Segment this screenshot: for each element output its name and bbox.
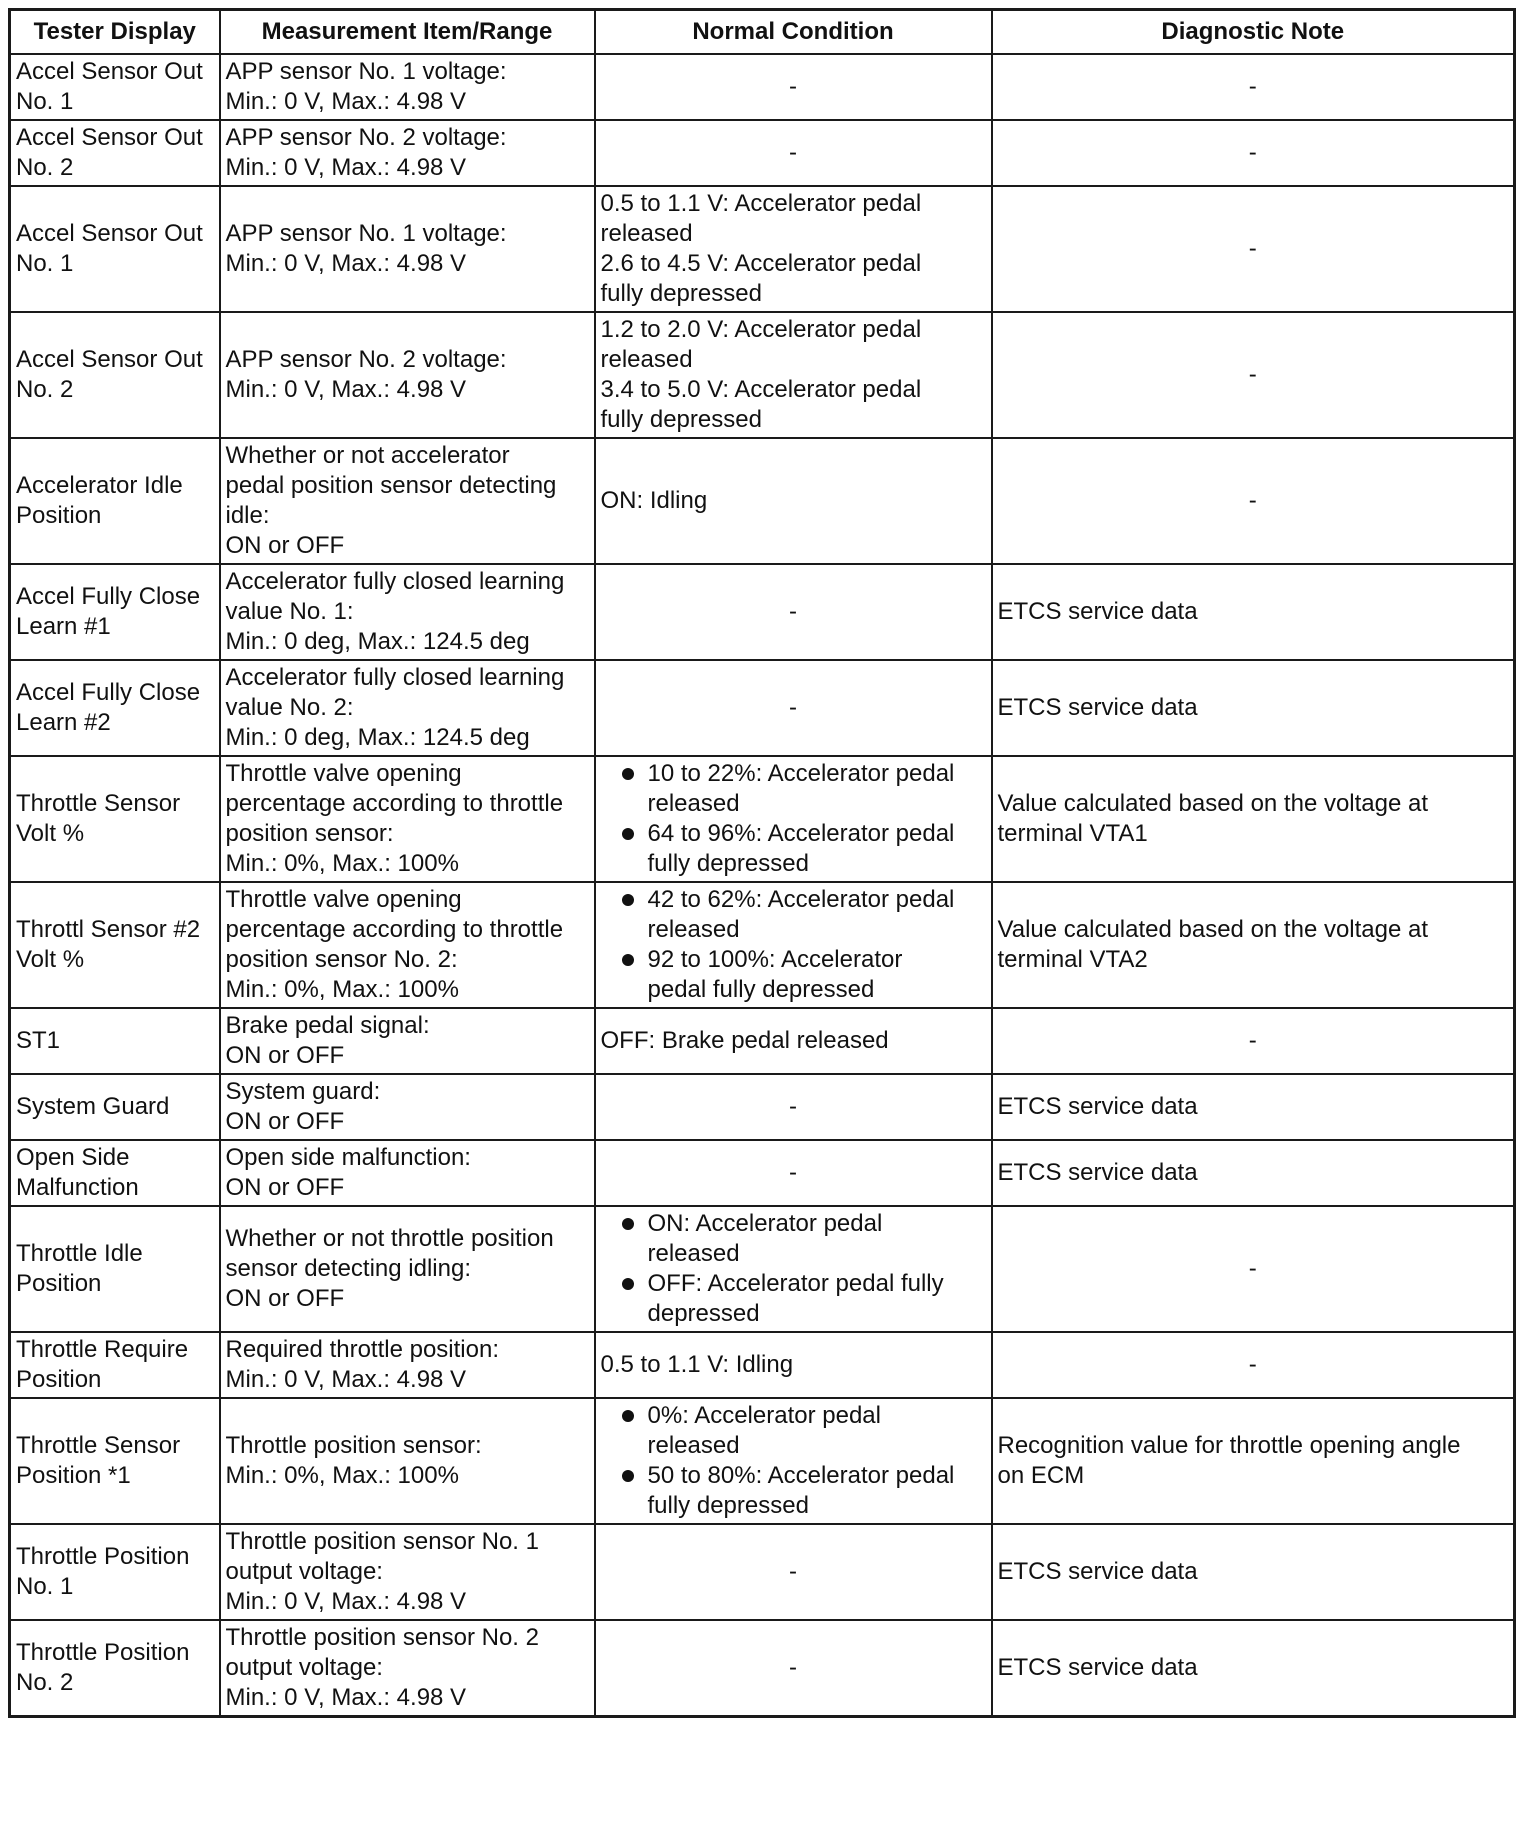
cell-line: pedal position sensor detecting bbox=[225, 472, 557, 499]
cell-line: Accel Sensor Out bbox=[16, 58, 203, 85]
cell-line: Accel Sensor Out bbox=[16, 124, 203, 151]
cell-line: No. 2 bbox=[16, 376, 74, 403]
bullet-dot-icon bbox=[622, 1218, 634, 1230]
cell-line: Throttle position sensor No. 1 bbox=[225, 1528, 539, 1555]
normal-condition-cell bbox=[595, 882, 992, 1008]
cell-line: No. 2 bbox=[16, 154, 74, 181]
bullet-item bbox=[601, 1209, 986, 1269]
bullet-item bbox=[601, 759, 986, 819]
table-row bbox=[10, 756, 1515, 882]
cell-line: Min.: 0 V, Max.: 4.98 V bbox=[225, 1366, 467, 1393]
cell-line: Position *1 bbox=[16, 1462, 131, 1489]
cell-line: Whether or not throttle position bbox=[225, 1225, 554, 1252]
cell-line: ETCS service data bbox=[997, 1159, 1198, 1186]
cell-line: No. 1 bbox=[16, 1573, 74, 1600]
cell-line: Accel Sensor Out bbox=[16, 220, 203, 247]
cell-line: ETCS service data bbox=[997, 598, 1198, 625]
header-normal-condition: Normal Condition bbox=[595, 10, 992, 55]
cell-line: Throttle valve opening bbox=[225, 886, 462, 913]
normal-condition-cell bbox=[595, 186, 992, 312]
cell-line: No. 1 bbox=[16, 250, 74, 277]
cell-line: Accel Fully Close bbox=[16, 679, 201, 706]
tester-display-cell bbox=[10, 186, 220, 312]
cell-line: ETCS service data bbox=[997, 1093, 1198, 1120]
cell-line: 50 to 80%: Accelerator pedal bbox=[647, 1462, 955, 1489]
cell-line: Accel Sensor Out bbox=[16, 346, 203, 373]
diagnostic-note-cell bbox=[992, 1206, 1515, 1332]
cell-line: released bbox=[647, 1432, 740, 1459]
cell-line: APP sensor No. 2 voltage: bbox=[225, 346, 507, 373]
cell-line: output voltage: bbox=[225, 1558, 383, 1585]
cell-line: Accelerator Idle bbox=[16, 472, 183, 499]
cell-line: Open side malfunction: bbox=[225, 1144, 471, 1171]
cell-line: Position bbox=[16, 502, 102, 529]
cell-line: pedal fully depressed bbox=[647, 976, 875, 1003]
diagnostic-note-cell bbox=[992, 438, 1515, 564]
tester-display-cell bbox=[10, 120, 220, 186]
bullet-dot-icon bbox=[622, 768, 634, 780]
cell-line: Throttle Sensor bbox=[16, 790, 181, 817]
cell-line: Min.: 0 V, Max.: 4.98 V bbox=[225, 250, 467, 277]
cell-line: Min.: 0 V, Max.: 4.98 V bbox=[225, 1684, 467, 1711]
diagnostic-note-cell bbox=[992, 120, 1515, 186]
tester-display-cell bbox=[10, 312, 220, 438]
cell-line: Throttle Sensor bbox=[16, 1432, 181, 1459]
table-row bbox=[10, 1332, 1515, 1398]
table-row bbox=[10, 54, 1515, 120]
diagnostic-note-cell bbox=[992, 186, 1515, 312]
cell-line: No. 2 bbox=[16, 1669, 74, 1696]
diagnostic-note-cell bbox=[992, 660, 1515, 756]
cell-line: Min.: 0 V, Max.: 4.98 V bbox=[225, 1588, 467, 1615]
cell-line: Min.: 0%, Max.: 100% bbox=[225, 976, 459, 1003]
cell-line: Position bbox=[16, 1270, 102, 1297]
cell-line: Volt % bbox=[16, 946, 85, 973]
cell-line: Learn #1 bbox=[16, 613, 111, 640]
cell-line: sensor detecting idling: bbox=[225, 1255, 471, 1282]
diagnostic-note-cell bbox=[992, 1398, 1515, 1524]
cell-line: 0%: Accelerator pedal bbox=[647, 1402, 881, 1429]
normal-condition-cell bbox=[595, 660, 992, 756]
cell-line: 42 to 62%: Accelerator pedal bbox=[647, 886, 955, 913]
tester-display-cell bbox=[10, 1074, 220, 1140]
table-row bbox=[10, 1620, 1515, 1717]
measurement-cell bbox=[220, 756, 595, 882]
cell-line: Throttle Idle bbox=[16, 1240, 143, 1267]
measurement-cell bbox=[220, 1140, 595, 1206]
tester-display-cell bbox=[10, 54, 220, 120]
table-row bbox=[10, 660, 1515, 756]
cell-line: System guard: bbox=[225, 1078, 381, 1105]
cell-line: 64 to 96%: Accelerator pedal bbox=[647, 820, 955, 847]
cell-line: Open Side bbox=[16, 1144, 130, 1171]
cell-line: position sensor No. 2: bbox=[225, 946, 458, 973]
cell-line: ON or OFF bbox=[225, 1174, 345, 1201]
cell-line: Malfunction bbox=[16, 1174, 139, 1201]
cell-line: Value calculated based on the voltage at bbox=[997, 790, 1429, 817]
diagnostic-note-cell bbox=[992, 54, 1515, 120]
cell-line: idle: bbox=[225, 502, 270, 529]
normal-condition-cell bbox=[595, 54, 992, 120]
tester-display-cell bbox=[10, 438, 220, 564]
measurement-cell bbox=[220, 1206, 595, 1332]
cell-line: percentage according to throttle bbox=[225, 790, 564, 817]
tester-display-cell bbox=[10, 1332, 220, 1398]
cell-line: No. 1 bbox=[16, 88, 74, 115]
cell-line: value No. 1: bbox=[225, 598, 354, 625]
cell-line: APP sensor No. 1 voltage: bbox=[225, 220, 507, 247]
measurement-cell bbox=[220, 438, 595, 564]
measurement-cell bbox=[220, 564, 595, 660]
table-row bbox=[10, 120, 1515, 186]
measurement-cell bbox=[220, 1074, 595, 1140]
bullet-item bbox=[601, 1461, 986, 1521]
normal-condition-cell bbox=[595, 1206, 992, 1332]
cell-line: ETCS service data bbox=[997, 1654, 1198, 1681]
cell-line: Throttle Position bbox=[16, 1639, 190, 1666]
measurement-cell bbox=[220, 882, 595, 1008]
cell-line: Min.: 0 V, Max.: 4.98 V bbox=[225, 376, 467, 403]
table-row bbox=[10, 1398, 1515, 1524]
cell-line: 0.5 to 1.1 V: Accelerator pedal bbox=[600, 190, 922, 217]
cell-line: Min.: 0 V, Max.: 4.98 V bbox=[225, 154, 467, 181]
cell-line: position sensor: bbox=[225, 820, 394, 847]
cell-line: Brake pedal signal: bbox=[225, 1012, 430, 1039]
tester-display-cell bbox=[10, 1620, 220, 1717]
cell-line: fully depressed bbox=[647, 850, 809, 877]
normal-condition-cell bbox=[595, 438, 992, 564]
cell-line: - bbox=[789, 598, 797, 625]
diagnostic-note-cell bbox=[992, 1332, 1515, 1398]
cell-line: Min.: 0 V, Max.: 4.98 V bbox=[225, 88, 467, 115]
header-diagnostic-note: Diagnostic Note bbox=[992, 10, 1515, 55]
tester-display-cell bbox=[10, 756, 220, 882]
cell-line: OFF: Accelerator pedal fully bbox=[647, 1270, 944, 1297]
cell-line: - bbox=[789, 1159, 797, 1186]
table-row bbox=[10, 1140, 1515, 1206]
header-measurement: Measurement Item/Range bbox=[220, 10, 595, 55]
table-body bbox=[10, 54, 1515, 1717]
cell-line: - bbox=[1248, 139, 1257, 166]
tester-display-cell bbox=[10, 564, 220, 660]
cell-line: 92 to 100%: Accelerator bbox=[647, 946, 903, 973]
diagnostic-note-cell bbox=[992, 1074, 1515, 1140]
cell-line: released bbox=[600, 220, 693, 247]
tester-display-cell bbox=[10, 1398, 220, 1524]
bullet-item bbox=[601, 885, 986, 945]
cell-line: OFF: Brake pedal released bbox=[600, 1027, 889, 1054]
cell-line: Learn #2 bbox=[16, 709, 111, 736]
cell-line: - bbox=[1248, 73, 1257, 100]
cell-line: Position bbox=[16, 1366, 102, 1393]
cell-line: ON: Accelerator pedal bbox=[647, 1210, 883, 1237]
table-row bbox=[10, 186, 1515, 312]
measurement-cell bbox=[220, 120, 595, 186]
cell-line: - bbox=[1248, 487, 1257, 514]
cell-line: depressed bbox=[647, 1300, 760, 1327]
cell-line: Throttle Require bbox=[16, 1336, 189, 1363]
normal-condition-cell bbox=[595, 312, 992, 438]
measurement-cell bbox=[220, 54, 595, 120]
cell-line: terminal VTA2 bbox=[997, 946, 1148, 973]
tester-display-cell bbox=[10, 660, 220, 756]
cell-line: ETCS service data bbox=[997, 1558, 1198, 1585]
measurement-cell bbox=[220, 312, 595, 438]
cell-line: ETCS service data bbox=[997, 694, 1198, 721]
normal-condition-cell bbox=[595, 564, 992, 660]
cell-line: output voltage: bbox=[225, 1654, 383, 1681]
bullet-item bbox=[601, 1401, 986, 1461]
cell-line: ON or OFF bbox=[225, 532, 345, 559]
diagnostic-note-cell bbox=[992, 1620, 1515, 1717]
cell-line: - bbox=[789, 694, 797, 721]
cell-line: - bbox=[789, 1654, 797, 1681]
normal-condition-cell bbox=[595, 1140, 992, 1206]
measurement-cell bbox=[220, 1332, 595, 1398]
tester-display-cell bbox=[10, 1008, 220, 1074]
diagnostic-note-cell bbox=[992, 564, 1515, 660]
tester-display-cell bbox=[10, 1524, 220, 1620]
tester-display-cell bbox=[10, 882, 220, 1008]
table-row bbox=[10, 564, 1515, 660]
cell-line: released bbox=[647, 916, 740, 943]
header-row bbox=[10, 10, 1515, 55]
bullet-dot-icon bbox=[622, 1470, 634, 1482]
cell-line: Min.: 0 deg, Max.: 124.5 deg bbox=[225, 628, 530, 655]
normal-condition-cell bbox=[595, 756, 992, 882]
bullet-dot-icon bbox=[622, 954, 634, 966]
measurement-cell bbox=[220, 1524, 595, 1620]
cell-line: released bbox=[600, 346, 693, 373]
cell-line: 0.5 to 1.1 V: Idling bbox=[600, 1351, 794, 1378]
bullet-list bbox=[601, 1209, 986, 1329]
cell-line: value No. 2: bbox=[225, 694, 354, 721]
cell-line: - bbox=[1248, 1027, 1257, 1054]
cell-line: System Guard bbox=[16, 1093, 170, 1120]
cell-line: fully depressed bbox=[600, 406, 762, 433]
bullet-dot-icon bbox=[622, 1410, 634, 1422]
cell-line: on ECM bbox=[997, 1462, 1085, 1489]
bullet-dot-icon bbox=[622, 828, 634, 840]
cell-line: ST1 bbox=[16, 1027, 61, 1054]
table-row bbox=[10, 1524, 1515, 1620]
bullet-list bbox=[601, 759, 986, 879]
bullet-item bbox=[601, 819, 986, 879]
cell-line: fully depressed bbox=[600, 280, 762, 307]
cell-line: terminal VTA1 bbox=[997, 820, 1148, 847]
cell-line: - bbox=[1248, 235, 1257, 262]
diagnostic-note-cell bbox=[992, 312, 1515, 438]
cell-line: ON or OFF bbox=[225, 1108, 345, 1135]
cell-line: - bbox=[1248, 361, 1257, 388]
cell-line: released bbox=[647, 790, 740, 817]
cell-line: Value calculated based on the voltage at bbox=[997, 916, 1429, 943]
cell-line: Accel Fully Close bbox=[16, 583, 201, 610]
diagnostic-note-cell bbox=[992, 882, 1515, 1008]
measurement-cell bbox=[220, 1620, 595, 1717]
cell-line: Throttle Position bbox=[16, 1543, 190, 1570]
normal-condition-cell bbox=[595, 1398, 992, 1524]
cell-line: Throttl Sensor #2 bbox=[16, 916, 201, 943]
cell-line: - bbox=[789, 1558, 797, 1585]
normal-condition-cell bbox=[595, 1074, 992, 1140]
cell-line: Throttle valve opening bbox=[225, 760, 462, 787]
cell-line: - bbox=[1248, 1255, 1257, 1282]
data-list-table bbox=[8, 8, 1516, 1718]
table-row bbox=[10, 438, 1515, 564]
diagnostic-note-cell bbox=[992, 1008, 1515, 1074]
cell-line: 3.4 to 5.0 V: Accelerator pedal bbox=[600, 376, 922, 403]
cell-line: ON or OFF bbox=[225, 1285, 345, 1312]
cell-line: 1.2 to 2.0 V: Accelerator pedal bbox=[600, 316, 922, 343]
table-row bbox=[10, 882, 1515, 1008]
cell-line: - bbox=[1248, 1351, 1257, 1378]
cell-line: released bbox=[647, 1240, 740, 1267]
table-row bbox=[10, 1206, 1515, 1332]
cell-line: - bbox=[789, 1093, 797, 1120]
normal-condition-cell bbox=[595, 1332, 992, 1398]
table-row bbox=[10, 312, 1515, 438]
cell-line: Throttle position sensor: bbox=[225, 1432, 482, 1459]
cell-line: Volt % bbox=[16, 820, 85, 847]
cell-line: Min.: 0%, Max.: 100% bbox=[225, 1462, 459, 1489]
cell-line: Accelerator fully closed learning bbox=[225, 568, 565, 595]
bullet-item bbox=[601, 945, 986, 1005]
bullet-list bbox=[601, 1401, 986, 1521]
cell-line: 2.6 to 4.5 V: Accelerator pedal bbox=[600, 250, 922, 277]
tester-display-cell bbox=[10, 1206, 220, 1332]
cell-line: Min.: 0%, Max.: 100% bbox=[225, 850, 459, 877]
cell-line: APP sensor No. 2 voltage: bbox=[225, 124, 507, 151]
diagnostic-note-cell bbox=[992, 1140, 1515, 1206]
bullet-dot-icon bbox=[622, 894, 634, 906]
cell-line: APP sensor No. 1 voltage: bbox=[225, 58, 507, 85]
normal-condition-cell bbox=[595, 1620, 992, 1717]
cell-line: 10 to 22%: Accelerator pedal bbox=[647, 760, 955, 787]
cell-line: Accelerator fully closed learning bbox=[225, 664, 565, 691]
table-row bbox=[10, 1008, 1515, 1074]
tester-display-cell bbox=[10, 1140, 220, 1206]
cell-line: Recognition value for throttle opening angle bbox=[997, 1432, 1461, 1459]
cell-line: ON or OFF bbox=[225, 1042, 345, 1069]
table-row bbox=[10, 1074, 1515, 1140]
measurement-cell bbox=[220, 186, 595, 312]
measurement-cell bbox=[220, 660, 595, 756]
cell-line: ON: Idling bbox=[600, 487, 708, 514]
bullet-item bbox=[601, 1269, 986, 1329]
measurement-cell bbox=[220, 1008, 595, 1074]
cell-line: Min.: 0 deg, Max.: 124.5 deg bbox=[225, 724, 530, 751]
normal-condition-cell bbox=[595, 1524, 992, 1620]
measurement-cell bbox=[220, 1398, 595, 1524]
bullet-list bbox=[601, 885, 986, 1005]
cell-line: Required throttle position: bbox=[225, 1336, 499, 1363]
normal-condition-cell bbox=[595, 120, 992, 186]
normal-condition-cell bbox=[595, 1008, 992, 1074]
cell-line: percentage according to throttle bbox=[225, 916, 564, 943]
diagnostic-note-cell bbox=[992, 756, 1515, 882]
cell-line: Whether or not accelerator bbox=[225, 442, 510, 469]
bullet-dot-icon bbox=[622, 1278, 634, 1290]
data-list-sheet bbox=[8, 8, 1513, 1718]
cell-line: Throttle position sensor No. 2 bbox=[225, 1624, 539, 1651]
cell-line: fully depressed bbox=[647, 1492, 809, 1519]
cell-line: - bbox=[789, 139, 797, 166]
diagnostic-note-cell bbox=[992, 1524, 1515, 1620]
cell-line: - bbox=[789, 73, 797, 100]
header-tester-display: Tester Display bbox=[10, 10, 220, 55]
